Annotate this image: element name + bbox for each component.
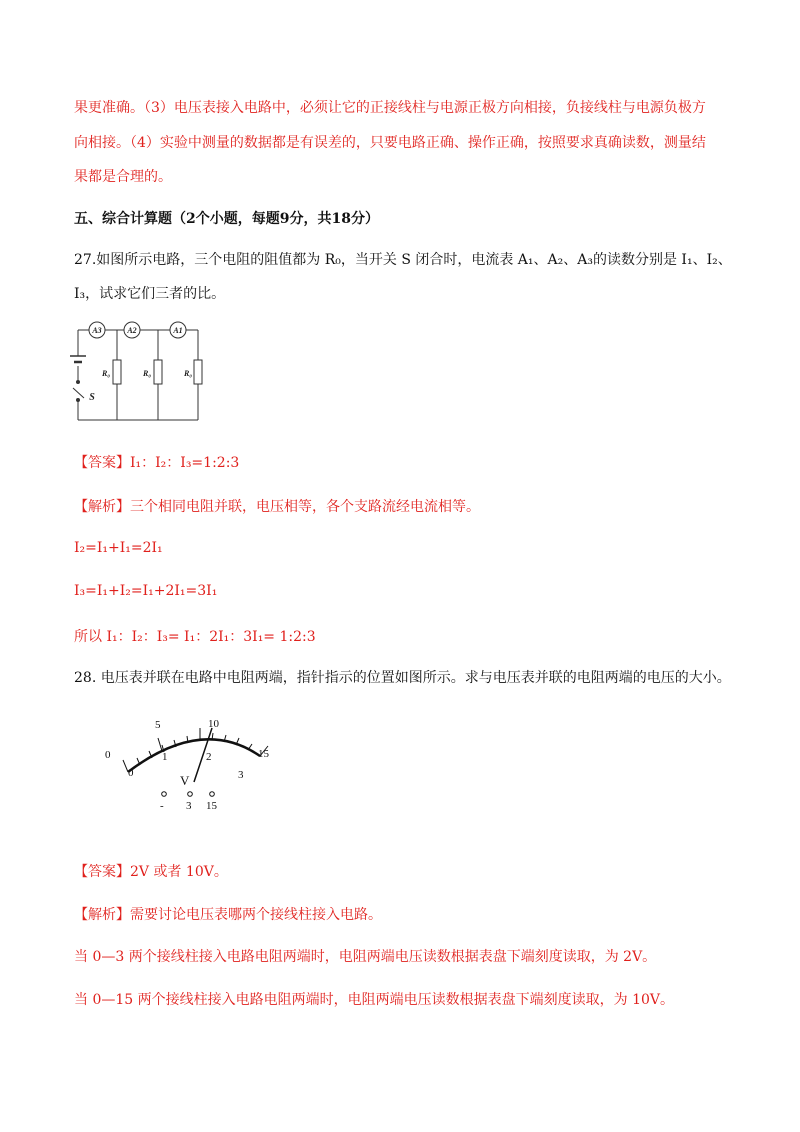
resistor-2 bbox=[154, 360, 162, 384]
upper-scale-10: 10 bbox=[208, 718, 219, 730]
q28-analysis: 【解析】需要讨论电压表哪两个接线柱接入电路。 bbox=[74, 907, 382, 923]
switch-label: S bbox=[89, 392, 95, 403]
section-title: 五、综合计算题（2个小题，每题9分，共18分） bbox=[74, 211, 379, 227]
lower-scale-0: 0 bbox=[128, 767, 134, 779]
upper-scale-15: 15 bbox=[258, 748, 269, 760]
continuation-line-1: 果更准确。（3）电压表接入电路中，必须让它的正接线柱与电源正极方向相接，负接线柱与电源负极方 bbox=[74, 100, 706, 116]
continuation-line-2: 向相接。（4）实验中测量的数据都是有误差的，只要电路正确、操作正确，按照要求真确读数，测量结 bbox=[74, 135, 706, 151]
ammeter-a2-label: A2 bbox=[127, 326, 137, 335]
terminal-negative bbox=[162, 792, 167, 797]
q28-answer: 【答案】2V 或者 10V。 bbox=[74, 864, 228, 880]
ammeter-a3-label: A3 bbox=[92, 326, 102, 335]
resistor-1 bbox=[113, 360, 121, 384]
terminal-3-label: 3 bbox=[186, 800, 192, 812]
q27-circuit-diagram bbox=[70, 318, 210, 428]
resistor-1-label: R₀ bbox=[101, 369, 111, 378]
voltmeter-unit: V bbox=[180, 773, 190, 788]
q28-question: 28. 电压表并联在电路中电阻两端，指针指示的位置如图所示。求与电压表并联的电阻两端的电压的大小。 bbox=[74, 670, 731, 686]
lower-scale-2: 2 bbox=[206, 751, 212, 763]
q27-equation-3: 所以 I₁：I₂：I₃= I₁：2I₁：3I₁= 1:2:3 bbox=[74, 629, 316, 645]
lower-scale-3: 3 bbox=[238, 769, 244, 781]
terminal-negative-label: - bbox=[160, 800, 164, 812]
resistor-3-label: R₀ bbox=[183, 369, 193, 378]
q27-analysis: 【解析】三个相同电阻并联，电压相等，各个支路流经电流相等。 bbox=[74, 499, 480, 515]
dial-arc bbox=[128, 739, 260, 772]
terminal-15 bbox=[210, 792, 215, 797]
lower-scale-1: 1 bbox=[162, 751, 168, 763]
q27-answer: 【答案】I₁：I₂：I₃=1:2:3 bbox=[74, 455, 240, 471]
upper-scale-0: 0 bbox=[105, 749, 111, 761]
q28-voltmeter-diagram bbox=[100, 712, 280, 817]
terminal-3 bbox=[188, 792, 193, 797]
q27-equation-1: I₂=I₁+I₁=2I₁ bbox=[74, 540, 163, 556]
q28-case-1: 当 0—3 两个接线柱接入电路电阻两端时，电阻两端电压读数根据表盘下端刻度读取，为 2V。 bbox=[74, 949, 657, 965]
q27-equation-2: I₃=I₁+I₂=I₁+2I₁=3I₁ bbox=[74, 583, 218, 599]
q27-text-line-1: 27.如图所示电路，三个电阻的阻值都为 R₀，当开关 S 闭合时，电流表 A₁、A₂、A₃的读数分别是 I₁、I₂、 bbox=[74, 252, 732, 268]
continuation-line-3: 果都是合理的。 bbox=[74, 169, 172, 185]
terminal-15-label: 15 bbox=[206, 800, 217, 812]
ammeter-a1-label: A1 bbox=[173, 326, 183, 335]
q28-case-2: 当 0—15 两个接线柱接入电路电阻两端时，电阻两端电压读数根据表盘下端刻度读取，为 10V。 bbox=[74, 992, 674, 1008]
battery-symbol bbox=[70, 356, 86, 362]
upper-scale-5: 5 bbox=[155, 719, 161, 731]
resistor-3 bbox=[194, 360, 202, 384]
q27-text-line-2: I₃，试求它们三者的比。 bbox=[74, 286, 226, 302]
resistor-2-label: R₀ bbox=[142, 369, 152, 378]
